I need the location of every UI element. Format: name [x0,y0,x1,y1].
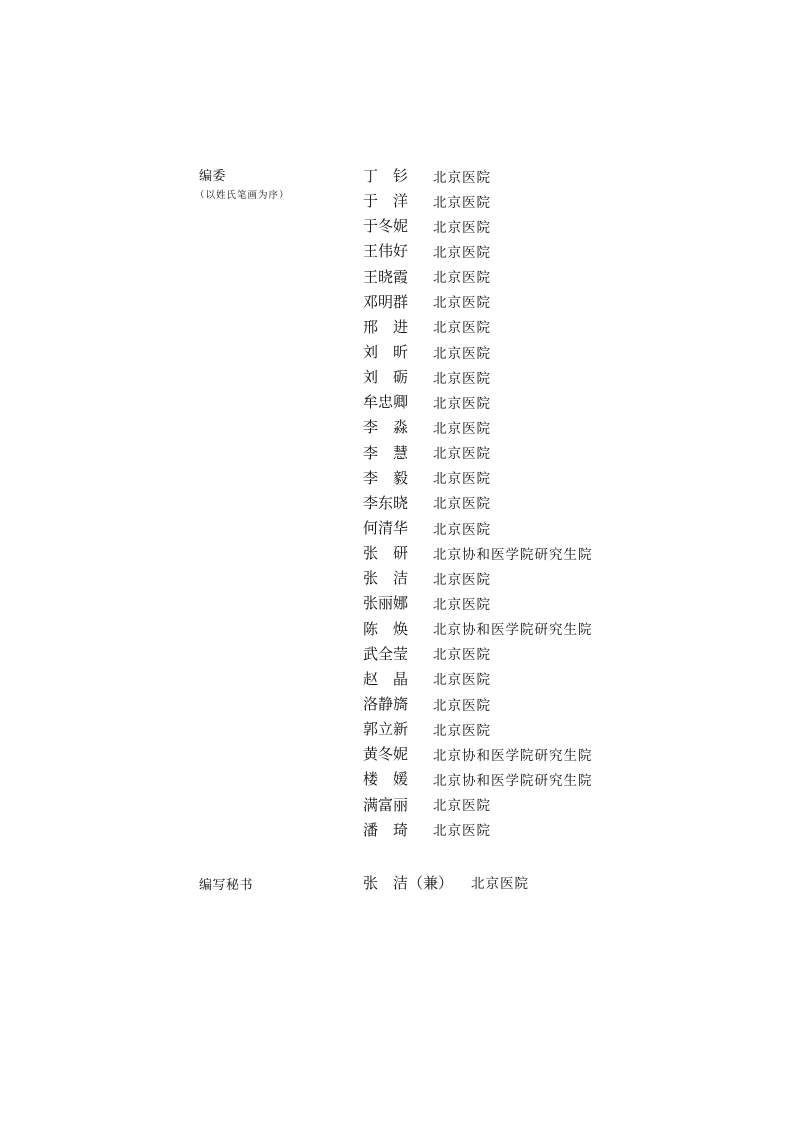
member-name: 李东晓 [363,493,409,512]
member-org: 北京医院 [433,521,491,538]
list-item [363,590,593,615]
list-item [363,465,593,490]
editors-label: 编委 [199,169,227,184]
member-org: 北京医院 [433,320,491,337]
member-name: 王晓霞 [363,267,409,286]
member-name: 牟忠卿 [363,393,409,412]
member-name: 张 洁 [363,569,409,588]
member-name: 李 慧 [363,443,409,462]
member-org: 北京医院 [433,395,491,412]
member-org: 北京协和医学院研究生院 [433,622,593,639]
list-item [363,540,593,565]
member-org: 北京医院 [433,219,491,236]
member-org: 北京医院 [433,823,491,840]
member-name: 郭立新 [363,720,409,739]
list-item [363,691,593,716]
list-item [363,389,593,414]
member-name: 赵 晶 [363,669,409,688]
member-org: 北京医院 [433,496,491,513]
list-item [363,766,593,791]
member-org: 北京医院 [433,169,491,186]
member-org: 北京医院 [433,798,491,815]
member-name: 何清华 [363,519,409,538]
member-org: 北京医院 [433,270,491,287]
secretary-name: 张 洁（兼） [363,873,454,892]
member-org: 北京医院 [433,446,491,463]
list-item [363,817,593,842]
member-name: 丁 钐 [363,167,409,186]
member-name: 邢 进 [363,317,409,336]
list-item [363,666,593,691]
list-item [363,163,593,188]
list-item [363,264,593,289]
member-org: 北京协和医学院研究生院 [433,772,593,789]
member-org: 北京医院 [433,295,491,312]
list-item [363,289,593,314]
member-name: 邓明群 [363,292,409,311]
member-org: 北京医院 [433,596,491,613]
member-org: 北京医院 [433,722,491,739]
member-name: 洛静旖 [363,695,409,714]
list-item [363,490,593,515]
editors-note: （以姓氏笔画为序） [195,190,290,201]
secretary-org: 北京医院 [471,876,530,892]
member-org: 北京医院 [433,345,491,362]
member-name: 于 洋 [363,192,409,211]
member-name: 于冬妮 [363,217,409,236]
list-item [363,792,593,817]
member-name: 张 研 [363,544,409,563]
list-item [363,440,593,465]
list-item [363,414,593,439]
member-org: 北京医院 [433,471,491,488]
member-name: 刘 砺 [363,368,409,387]
secretary-entry [363,870,529,894]
list-item [363,188,593,213]
member-org: 北京医院 [433,194,491,211]
member-org: 北京医院 [433,672,491,689]
member-org: 北京医院 [433,647,491,664]
member-name: 李 毅 [363,468,409,487]
member-org: 北京医院 [433,370,491,387]
list-item [363,364,593,389]
list-item [363,515,593,540]
member-org: 北京医院 [433,571,491,588]
member-org: 北京医院 [433,697,491,714]
member-org: 北京医院 [433,420,491,437]
list-item [363,213,593,238]
list-item [363,314,593,339]
member-name: 王伟好 [363,242,409,261]
member-name: 刘 昕 [363,343,409,362]
editor-list [363,163,593,842]
member-name: 黄冬妮 [363,745,409,764]
list-item [363,716,593,741]
member-name: 陈 焕 [363,619,409,638]
list-item [363,741,593,766]
member-name: 满富丽 [363,795,409,814]
member-org: 北京协和医学院研究生院 [433,546,593,563]
list-item [363,238,593,263]
member-name: 潘 琦 [363,820,409,839]
member-name: 武全莹 [363,644,409,663]
list-item [363,565,593,590]
member-org: 北京协和医学院研究生院 [433,747,593,764]
member-org: 北京医院 [433,244,491,261]
member-name: 李 淼 [363,418,409,437]
secretary-label: 编写秘书 [199,878,254,893]
list-item [363,616,593,641]
list-item [363,339,593,364]
member-name: 张丽娜 [363,594,409,613]
list-item [363,641,593,666]
member-name: 楼 媛 [363,770,409,789]
